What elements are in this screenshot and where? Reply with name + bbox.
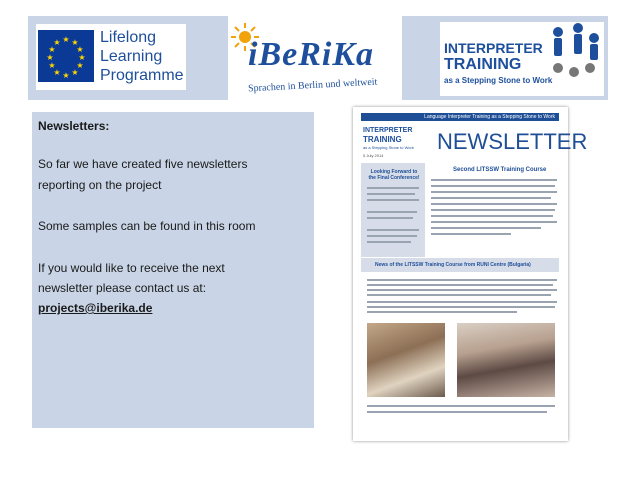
svg-text:★: ★ <box>53 68 61 77</box>
figures-icon <box>544 22 604 78</box>
interpreter-logo-line-1: INTERPRETER <box>444 40 543 56</box>
interpreter-training-logo <box>440 22 604 96</box>
text-line <box>367 235 417 237</box>
svg-text:★: ★ <box>48 61 56 70</box>
svg-text:★: ★ <box>62 35 70 44</box>
newsletter-issue: 5 July 2014 <box>363 153 384 158</box>
text-line <box>431 197 551 199</box>
llp-line-2: Learning <box>100 48 163 65</box>
text-line <box>431 203 557 205</box>
text-line <box>367 284 553 286</box>
text-line <box>367 301 557 303</box>
text-line <box>367 241 411 243</box>
text-line <box>367 294 551 296</box>
newsletter-left-heading: Looking Forward to the Final Conference! <box>368 169 420 181</box>
newsletter-logo-line-3: as a Stepping Stone to Work <box>363 145 414 150</box>
text-line <box>367 306 555 308</box>
newsletter-right-heading: Second LITSSW Training Course <box>453 167 547 173</box>
text-line <box>367 289 557 291</box>
interpreter-logo-line-3: as a Stepping Stone to Work <box>444 76 553 85</box>
text-line <box>431 209 555 211</box>
text-line <box>431 185 555 187</box>
iberika-tagline: Sprachen in Berlin und weltweit <box>247 76 378 95</box>
llp-line-3: Programme <box>100 67 184 84</box>
info-line-3: Some samples can be found in this room <box>38 219 256 233</box>
contact-email-link[interactable]: projects@iberika.de <box>38 301 153 315</box>
header-band-mid <box>190 16 228 100</box>
text-line <box>431 233 511 235</box>
newsletter-title: NEWSLETTER <box>437 129 588 154</box>
text-line <box>367 217 413 219</box>
svg-text:★: ★ <box>71 68 79 77</box>
newsletter-topbar-text: Language Interpreter Training as a Stepping Stone to Work <box>424 114 555 120</box>
newsletter-thumbnail <box>353 107 588 441</box>
text-line <box>431 215 553 217</box>
eu-flag-icon <box>38 30 94 82</box>
iberika-wordmark: iBeRiKa <box>248 36 375 73</box>
text-line <box>367 279 557 281</box>
svg-text:★: ★ <box>46 53 54 62</box>
info-line-5: newsletter please contact us at: <box>38 281 207 295</box>
iberika-logo <box>228 16 402 100</box>
svg-text:★: ★ <box>53 38 61 47</box>
newsletter-topbar <box>361 113 559 121</box>
info-line-2: reporting on the project <box>38 178 162 192</box>
newsletters-heading: Newsletters: <box>38 119 110 133</box>
text-line <box>367 187 419 189</box>
training-photo-1 <box>367 323 445 397</box>
info-line-4: If you would like to receive the next <box>38 261 225 275</box>
svg-text:★: ★ <box>78 53 86 62</box>
llp-wordmark <box>100 28 184 85</box>
newsletter-logo-line-2: TRAINING <box>363 135 402 144</box>
svg-text:★: ★ <box>62 71 70 80</box>
text-line <box>367 405 555 407</box>
text-line <box>367 211 417 213</box>
svg-text:★: ★ <box>71 38 79 47</box>
newsletter-news-heading: News of the LITSSW Training Course from RUNI Centre (Bulgaria) <box>375 262 531 268</box>
lifelong-learning-logo <box>36 24 186 90</box>
text-line <box>367 411 547 413</box>
svg-text:★: ★ <box>48 45 56 54</box>
text-line <box>431 179 557 181</box>
newsletter-logo-line-1: INTERPRETER <box>363 127 413 134</box>
text-line <box>367 311 517 313</box>
text-line <box>431 221 557 223</box>
svg-text:★: ★ <box>76 45 84 54</box>
text-line <box>367 193 415 195</box>
training-photo-2 <box>457 323 555 397</box>
text-line <box>367 229 419 231</box>
svg-text:★: ★ <box>76 61 84 70</box>
interpreter-logo-line-2: TRAINING <box>444 56 522 73</box>
text-line <box>431 191 557 193</box>
info-line-1: So far we have created five newsletters <box>38 157 248 171</box>
newsletter-left-column <box>361 163 425 257</box>
newsletters-info-panel <box>32 112 314 428</box>
llp-line-1: Lifelong <box>100 29 157 46</box>
text-line <box>367 199 419 201</box>
text-line <box>431 227 541 229</box>
